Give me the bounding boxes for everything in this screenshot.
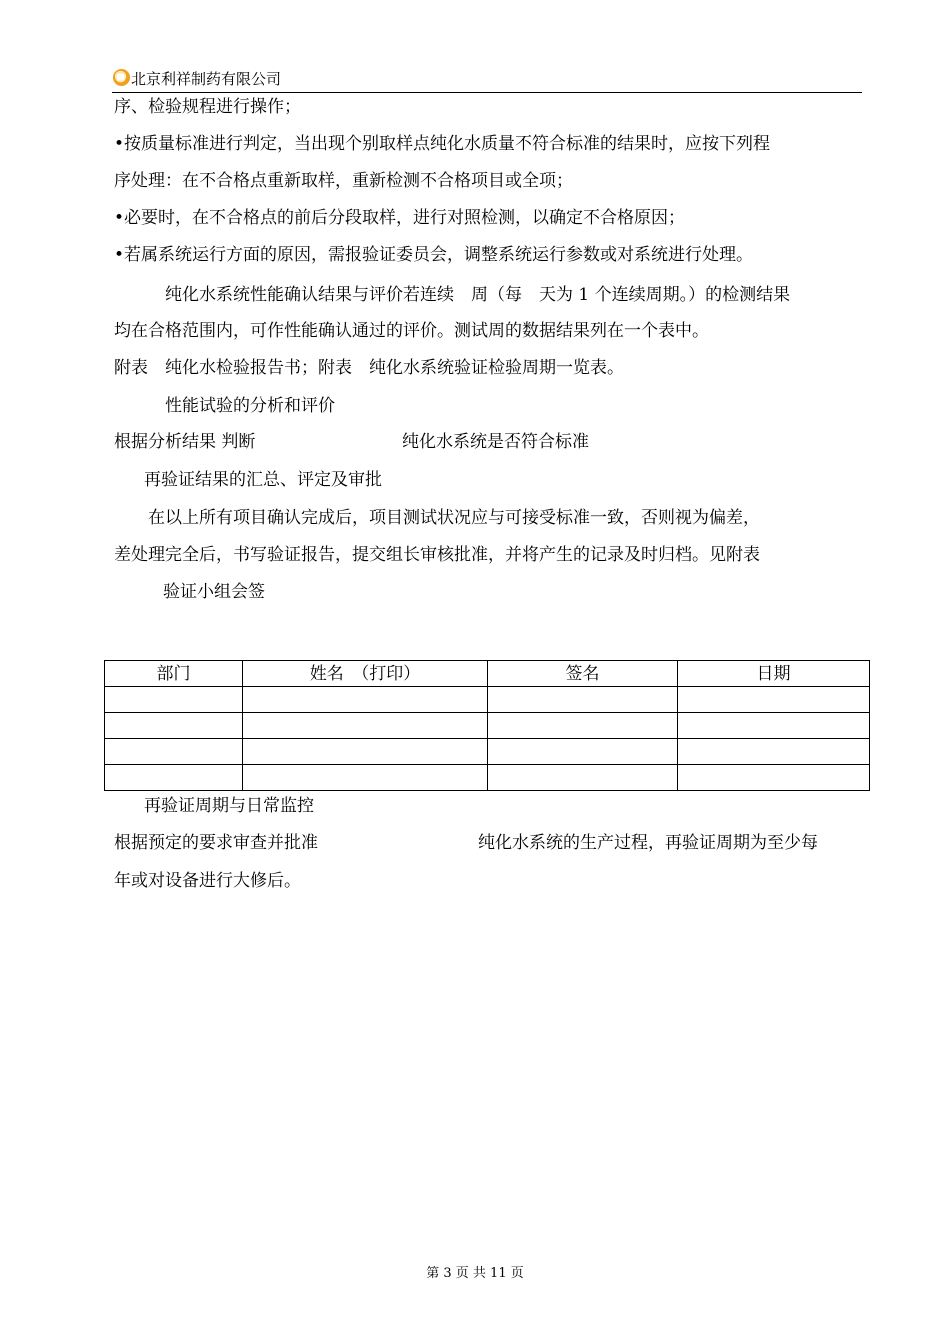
table-cell bbox=[243, 739, 488, 765]
table-header-row bbox=[105, 661, 870, 687]
table-cell bbox=[678, 713, 870, 739]
column-header-name-print: 姓名 （打印） bbox=[243, 661, 488, 687]
text-line: 序处理：在不合格点重新取样，重新检测不合格项目或全项； bbox=[114, 171, 573, 191]
table-row bbox=[105, 687, 870, 713]
text-line: 年或对设备进行大修后。 bbox=[114, 871, 301, 891]
attachment-line: 附表 纯化水检验报告书；附表 纯化水系统验证检验周期一览表。 bbox=[114, 358, 624, 378]
text-line: 序、检验规程进行操作； bbox=[114, 97, 301, 117]
table-cell bbox=[243, 687, 488, 713]
table-cell bbox=[488, 739, 678, 765]
text-line: 纯化水系统是否符合标准 bbox=[402, 432, 589, 452]
table-cell bbox=[488, 765, 678, 791]
text-line: 差处理完全后，书写验证报告，提交组长审核批准，并将产生的记录及时归档。见附表 bbox=[114, 545, 760, 565]
column-header-department: 部门 bbox=[105, 661, 243, 687]
paragraph: 纯化水系统性能确认结果与评价若连续 周（每 天为 1 个连续周期。）的检测结果 bbox=[165, 285, 791, 305]
bullet-item: •若属系统运行方面的原因，需报验证委员会，调整系统运行参数或对系统进行处理。 bbox=[114, 245, 754, 265]
company-name: 北京利祥制药有限公司 bbox=[131, 70, 282, 88]
section-heading: 性能试验的分析和评价 bbox=[165, 396, 335, 416]
text-line: 纯化水系统的生产过程，再验证周期为至少每 bbox=[478, 833, 818, 853]
page-number: 第 3 页 共 11 页 bbox=[426, 1266, 524, 1281]
text-line: 根据分析结果 判断 bbox=[114, 432, 256, 452]
column-header-signature: 签名 bbox=[488, 661, 678, 687]
section-heading: 再验证周期与日常监控 bbox=[144, 796, 314, 816]
column-header-date: 日期 bbox=[678, 661, 870, 687]
table-cell bbox=[678, 765, 870, 791]
bullet-item: •按质量标准进行判定，当出现个别取样点纯化水质量不符合标准的结果时，应按下列程 bbox=[114, 134, 771, 154]
text-line: 根据预定的要求审查并批准 bbox=[114, 833, 318, 853]
section-heading: 验证小组会签 bbox=[163, 582, 265, 602]
text-line: 均在合格范围内，可作性能确认通过的评价。测试周的数据结果列在一个表中。 bbox=[114, 321, 709, 341]
table-cell bbox=[105, 739, 243, 765]
company-logo-icon bbox=[112, 68, 131, 87]
table-cell bbox=[105, 713, 243, 739]
table-cell bbox=[105, 687, 243, 713]
table-row bbox=[105, 765, 870, 791]
table-cell bbox=[678, 687, 870, 713]
table-cell bbox=[488, 713, 678, 739]
table-cell bbox=[488, 687, 678, 713]
paragraph: 在以上所有项目确认完成后，项目测试状况应与可接受标准一致，否则视为偏差， bbox=[148, 508, 760, 528]
bullet-item: •必要时，在不合格点的前后分段取样，进行对照检测，以确定不合格原因； bbox=[114, 208, 686, 228]
table-cell bbox=[243, 765, 488, 791]
table-cell bbox=[105, 765, 243, 791]
table-cell bbox=[243, 713, 488, 739]
table-cell bbox=[678, 739, 870, 765]
table-row bbox=[105, 713, 870, 739]
table-row bbox=[105, 739, 870, 765]
signoff-table bbox=[104, 660, 870, 791]
section-heading: 再验证结果的汇总、评定及审批 bbox=[144, 470, 382, 490]
header-divider bbox=[112, 92, 862, 93]
